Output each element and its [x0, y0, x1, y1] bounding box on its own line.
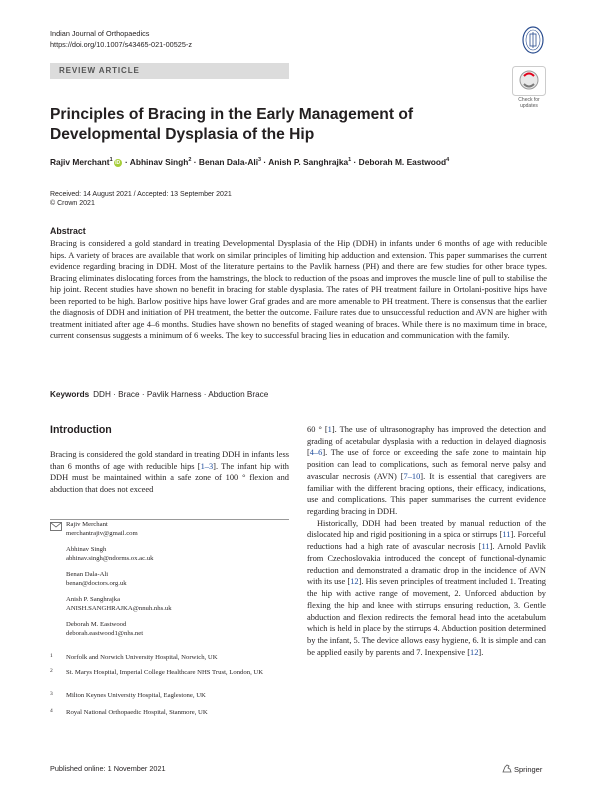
- author-affiliation-mark: 2: [188, 157, 192, 164]
- contact-name: Abhinav Singh: [66, 546, 107, 553]
- published-online: Published online: 1 November 2021: [50, 764, 166, 773]
- author-name[interactable]: Benan Dala-Ali: [198, 157, 259, 167]
- article-title: Principles of Bracing in the Early Management of Developmental Dysplasia of the Hip: [50, 106, 414, 143]
- contact-name: Rajiv Merchant: [66, 521, 108, 528]
- body-column-left: [50, 449, 289, 496]
- publisher-name: Springer: [514, 765, 543, 774]
- contact-name: Benan Dala-Ali: [66, 571, 109, 578]
- citation-link[interactable]: 11: [502, 530, 511, 540]
- contact-entry: [66, 546, 153, 563]
- journal-logo: [522, 26, 544, 54]
- abstract-heading: Abstract: [50, 226, 86, 236]
- affiliation-text: Milton Keynes University Hospital, Eaglestone, UK: [66, 692, 206, 699]
- affiliation-number: 4: [50, 708, 53, 714]
- author-name[interactable]: Deborah M. Eastwood: [358, 157, 447, 167]
- contact-email[interactable]: merchantrajiv@gmail.com: [66, 529, 138, 537]
- check-for-updates-icon[interactable]: [512, 66, 546, 96]
- paragraph: Historically, DDH had been treated by manual reduction of the dislocated hip and rigid positioning in a spica or stirrups [11]. Forceful reductions had a high rate of avascular necrosis [11]. Arnold Pavlik from Czechoslovakia introduced the concept of functional-dynamic reduction and demonstrated a dramatic drop in the incidence of AVN with its use [12]. His seven principles of treatment included 1. Treating the hip with active range of movement, 2. Unforced abduction by flexing the hip and knee with stirrups ensuring reduction, 3. Gentle abduction and flexion redirects the femoral head into the acetabulum which is held in place by the stirrups 4. Abduction position determined by the infant, 5. The device allows easy hygiene, 6. It is simple and can be applied easily by parents and 7. Inexpensive [12].: [307, 518, 546, 657]
- citation-link[interactable]: 1: [327, 425, 332, 434]
- orcid-icon[interactable]: iD: [115, 159, 121, 166]
- affiliation-number: 1: [50, 653, 53, 659]
- article-dates: [50, 190, 232, 209]
- journal-name: Indian Journal of Orthopaedics: [50, 29, 150, 38]
- contact-email[interactable]: abhinav.singh@ndorms.ox.ac.uk: [66, 554, 154, 562]
- keywords-label: Keywords: [50, 390, 90, 399]
- copyright-line: © Crown 2021: [50, 200, 95, 208]
- journal-header: [50, 29, 192, 50]
- envelope-icon: [50, 522, 62, 531]
- footnote-divider: [50, 519, 289, 520]
- body-column-right: [307, 424, 546, 658]
- author-affiliation-mark: 1: [348, 157, 352, 164]
- publisher-mark: [502, 764, 542, 774]
- contact-email[interactable]: ANISH.SANGHRAJKA@nnuh.nhs.uk: [66, 604, 172, 612]
- contact-entry: [66, 521, 138, 538]
- contact-entry: [66, 621, 143, 638]
- abstract-text: Bracing is considered a gold standard in treating Developmental Dysplasia of the Hip (DDH) in infants under 6 months of age with reducible hips. A variety of braces are available that work on similar principles of limiting hip adduction and extension. This paper summarises the current evidence regarding bracing in DDH. Most of the literature pertains to the Pavlik harness (PH) and there are few studies for other brace types. Bracing eliminates dislocating forces from the hamstrings, the block to reduction of the psoas and improves the muscle line of pull to stabilise the hip joint. Recent studies have shown no benefit in bracing for stable dysplasia. The rates of PH treatment failure in Ortolani-positive hips have been reported to be high. Barlow positive hips have lower Graf grades and are more amenable to PH treatment. There is consensus that the earlier the diagnosis of DDH and initiation of PH treatment, the better the outcome. Failure rates due to unsuccessful reduction and AVN are higher with treatment initiated after age 4–6 months. Studies have shown no benefits of staged weaning of braces. While there is no maximum time in brace, current consensus suggests a minimum of 6 weeks. The key to successful bracing lies in education and communication with the family.: [50, 238, 547, 340]
- received-accepted-dates: Received: 14 August 2021 / Accepted: 13 September 2021: [50, 191, 232, 198]
- introduction-heading: Introduction: [50, 424, 112, 436]
- citation-link[interactable]: 11: [481, 542, 490, 552]
- author-affiliation-mark: 1: [109, 157, 113, 164]
- author-name[interactable]: Anish P. Sanghrajka: [268, 157, 349, 167]
- keywords: [50, 390, 268, 399]
- paragraph: 60 ° [1]. The use of ultrasonography has improved the detection and grading of acetabular dysplasia with a reduction in delayed diagnosis [4–6]. The use of force or exceeding the safe zone to maintain hip position can lead to complications, such as femoral nerve palsy and avascular necrosis (AVN) [7–10]. It is essential that caregivers are familiar with the different bracing options, their efficacy, indications, use and complications. This paper summarises the current evidence regarding bracing in DDH.: [307, 425, 546, 517]
- check-for-updates-label[interactable]: Check for updates: [518, 97, 540, 109]
- affiliation-text: Norfolk and Norwich University Hospital, Norwich, UK: [66, 654, 218, 661]
- author-name[interactable]: Rajiv Merchant: [50, 157, 110, 167]
- contact-name: Anish P. Sanghrajka: [66, 596, 121, 603]
- affiliation-number: 3: [50, 691, 53, 697]
- author-affiliation-mark: 4: [446, 157, 450, 164]
- citation-link[interactable]: 7–10: [403, 471, 421, 481]
- article-type-band: REVIEW ARTICLE: [50, 63, 289, 79]
- paragraph: Bracing is considered the gold standard in treating DDH in infants less than 6 months of age with reducible hips [1–3]. The infant hip with DDH must be maintained within a safe zone of 100 ° flexion and abduction that does not exceed: [50, 450, 289, 495]
- affiliation-text: St. Marys Hospital, Imperial College Healthcare NHS Trust, London, UK: [66, 669, 264, 676]
- author-name[interactable]: Abhinav Singh: [129, 157, 189, 167]
- keywords-text: DDH · Brace · Pavlik Harness · Abduction Brace: [93, 390, 269, 399]
- citation-link[interactable]: 12: [350, 577, 359, 587]
- author-list: Rajiv Merchant$^1$ iD · Abhinav Singh$^2$ · Benan Dala-Ali$^3$ · Anish P. Sanghrajka$^1$ · Deborah M. Eastwood$^4$: [50, 157, 450, 167]
- citation-link[interactable]: 4–6: [309, 448, 323, 458]
- affiliation-text: Royal National Orthopaedic Hospital, Stanmore, UK: [66, 709, 208, 716]
- affiliation-number: 2: [50, 668, 53, 674]
- doi-link[interactable]: https://doi.org/10.1007/s43465-021-00525-z: [50, 39, 192, 49]
- contact-name: Deborah M. Eastwood: [66, 621, 127, 628]
- contact-email[interactable]: benan@doctors.org.uk: [66, 579, 127, 587]
- author-affiliation-mark: 3: [258, 157, 262, 164]
- contact-entry: [66, 596, 172, 613]
- springer-horse-icon: [502, 764, 512, 773]
- contact-email[interactable]: deborah.eastwood1@nhs.net: [66, 629, 144, 637]
- contact-entry: [66, 571, 127, 588]
- citation-link[interactable]: 12: [470, 647, 479, 657]
- citation-link[interactable]: 1–3: [200, 461, 214, 471]
